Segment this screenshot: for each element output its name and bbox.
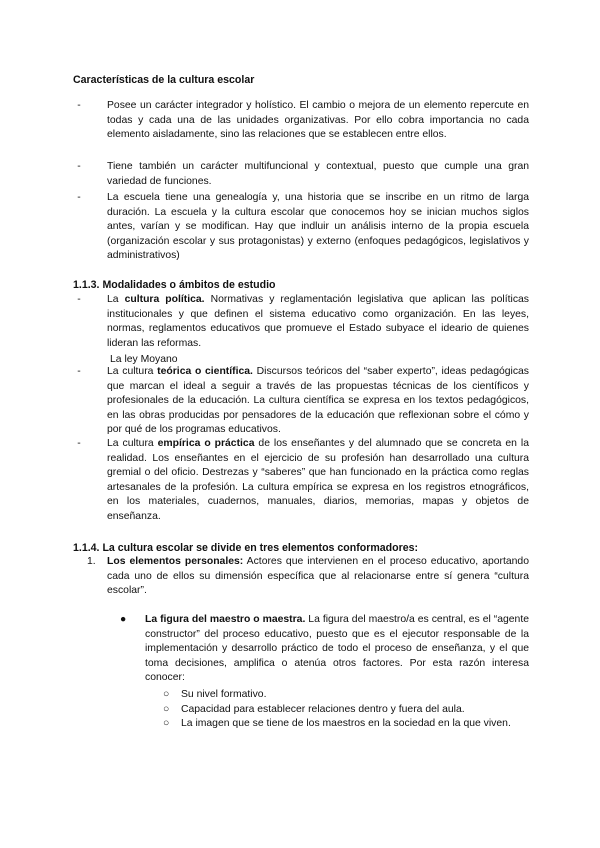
dash-marker: - [77,294,81,305]
list-item-cultura-teorica [77,365,530,438]
item-text: Actores que intervienen en el proceso educativo, aportando cada uno de ellos su dimensión específica que al relacionarse entre sí genera “cultura escolar”. [107,556,529,596]
item-prefix: La cultura [107,438,158,449]
item-text: La figura del maestro/a es central, es el “agente constructor” del proceso educativo, puesto que es el ejecutor responsable de la implementación y desarrollo práctico de todo el proceso de enseñanza, y el que toma decisiones, amplifica o atenúa otros factores. Por esta razón interesa conocer: [145,614,529,683]
sub-item-text: La imagen que se tiene de los maestros en la sociedad en la que viven. [181,718,511,729]
item-prefix: La [107,294,125,305]
item-bold-term: teórica o científica. [157,366,253,377]
item-bold-term: La figura del maestro o maestra. [145,614,306,625]
dash-marker: - [77,366,81,377]
item-bold-term: cultura política. [124,294,205,305]
note-ley-moyano: La ley Moyano [110,354,178,365]
item-bold-term: Los elementos personales: [107,556,244,567]
item-text: Normativas y reglamentación legislativa que aplican las políticas institucionales y que definen el sistema educativo como organización. En las leyes, normas, reglamentos educativos que promueve el Estado subyace el ideario de quienes lideran las reformas. [107,294,529,349]
section-heading-caracteristicas: Características de la cultura escolar [73,74,255,86]
circle-bullet-icon: ○ [163,704,170,715]
list-item [77,191,529,264]
dash-marker: - [77,100,81,111]
item-prefix: La cultura [107,366,158,377]
numbered-item-elementos-personales [87,555,529,599]
dash-marker: - [77,161,81,172]
sub-list-item [163,717,529,732]
list-item-cultura-politica [77,293,529,351]
item-text: Discursos teóricos del “saber experto”, ideas pedagógicas que marcan el ideal a seguir a través de las propuestas técnicas de los científicos y profesionales de la educación. La cultura científica se expresa en los textos pedagógicos, en las obras producidas por pensadores de la educación que reflexionan sobre el cómo y por qué de los programas educativos. [107,366,530,435]
item-text: de los enseñantes y del alumnado que se concreta en la realidad. Los enseñantes en el ejercicio de su profesión han desarrollado una cultura gremial o del oficio. Destrezas y “saberes” que han funcionado en la práctica como reglas artesanales de la profesión. La cultura empírica se expresa en los registros etnográficos, en los materiales, cuadernos, manuales, diarios, memorias, mapas y objetos de enseñanza. [107,438,529,522]
section-heading-elementos: 1.1.4. La cultura escolar se divide en tres elementos conformadores: [73,542,419,554]
circle-bullet-icon: ○ [163,689,170,700]
list-item-text: La escuela tiene una genealogía y, una historia que se inscribe en un ritmo de larga duración. La escuela y la cultura escolar que conocemos hoy se inician muchos siglos antes, varían y se modifican. Hay que indluir un análisis interno de la propia escuela (organización escolar y sus protagonistas) y externo (enfoques pedagógicos, legislativos y administrativos) [107,192,529,261]
list-item-text: Posee un carácter integrador y holístico. El cambio o mejora de un elemento repercute en todas y cada una de las unidades organizativas. Por ello cobra importancia no cada elemento aisladamente, sino las relaciones que se establecen entre ellos. [107,100,529,140]
dash-marker: - [77,438,81,449]
bullet-dot-icon: ● [120,614,127,625]
sub-item-text: Capacidad para establecer relaciones dentro y fuera del aula. [181,704,465,715]
bullet-item-figura-maestro [120,613,529,686]
list-item [77,160,529,189]
list-item [77,99,529,143]
sub-item-text: Su nivel formativo. [181,689,267,700]
sub-list-item [163,688,529,703]
list-item-text: Tiene también un carácter multifuncional y contextual, puesto que cumple una gran variedad de funciones. [107,161,529,187]
circle-bullet-icon: ○ [163,718,170,729]
item-bold-term: empírica o práctica [157,438,255,449]
sub-list-item [163,703,529,718]
list-item-cultura-empirica [77,437,529,524]
dash-marker: - [77,192,81,203]
item-number: 1. [87,556,96,567]
section-heading-modalidades: 1.1.3. Modalidades o ámbitos de estudio [73,279,276,291]
